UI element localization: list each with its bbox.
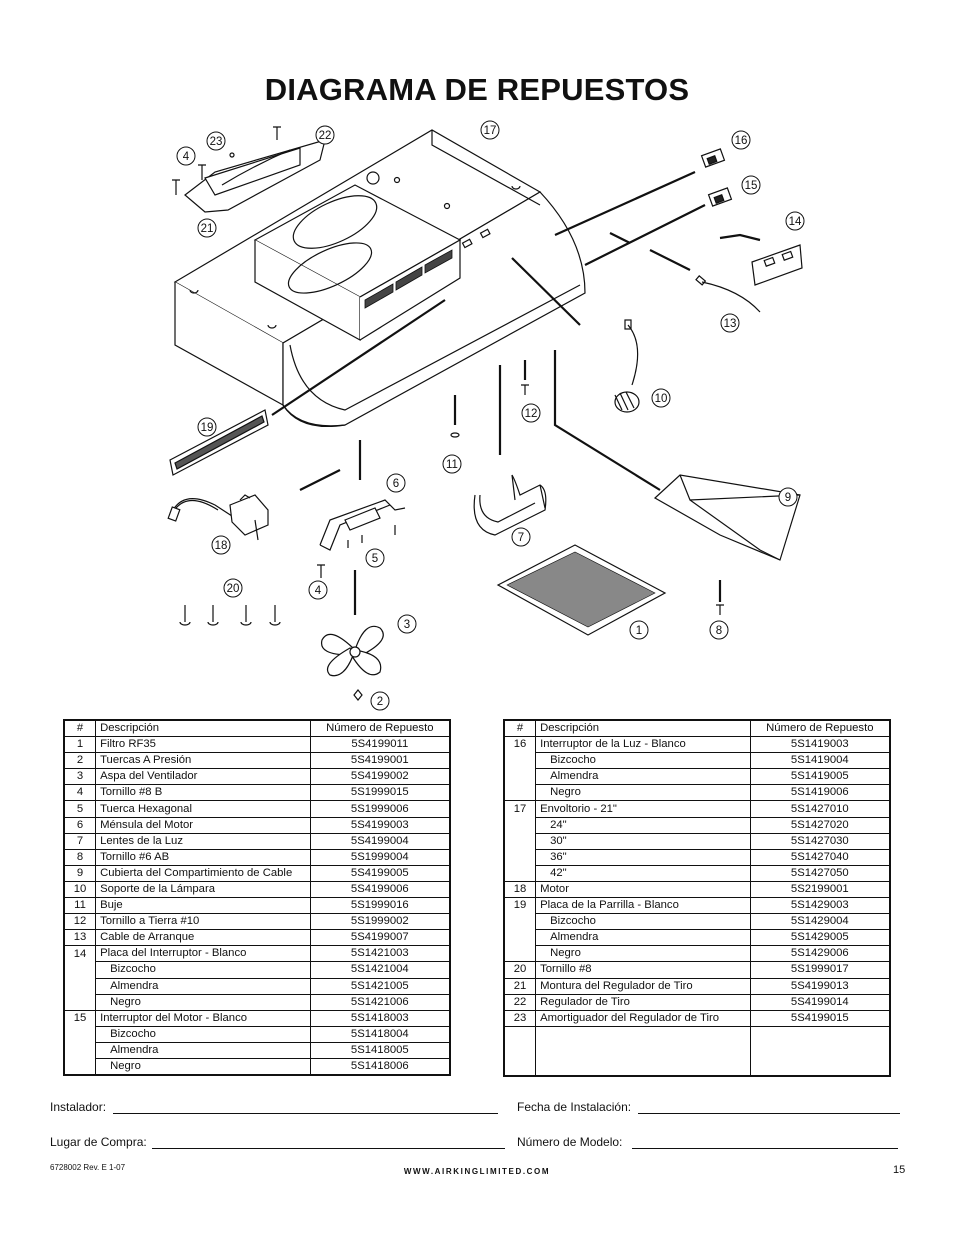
part-description: Motor [536,881,751,897]
part-number: 5S4199003 [310,817,450,833]
callout-label: 17 [483,125,497,137]
callout-label: 11 [446,459,458,471]
part-number: 5S4199007 [310,930,450,946]
column-header-part-number: Número de Repuesto [750,720,890,737]
part-description: 42" [536,865,751,881]
part-description: Bizcocho [536,914,751,930]
table-header-row [64,720,450,737]
part-number: 5S1419006 [750,785,890,801]
part-number: 5S1429005 [750,930,890,946]
table-row [504,946,890,962]
part-number: 5S1427050 [750,865,890,881]
part-number-index [64,1026,96,1042]
part-number-index: 11 [64,898,96,914]
part-number-index: 10 [64,881,96,897]
column-header-num: # [504,720,536,737]
part-number-index [64,1042,96,1058]
part-number-index: 23 [504,1010,536,1026]
callout-label: 13 [723,318,737,330]
part-description: Tuerca Hexagonal [96,801,311,817]
model-number-blank[interactable] [632,1137,898,1149]
table-row [504,994,890,1010]
callout-label: 10 [654,393,668,405]
callout-label: 3 [403,619,411,631]
page-title: DIAGRAMA DE REPUESTOS [264,72,690,107]
purchase-place-label: Lugar de Compra: [50,1135,147,1149]
part-number: 5S1421003 [310,946,450,962]
table-row [64,849,450,865]
callout-11 [443,455,461,473]
part-number-index: 2 [64,753,96,769]
table-row [64,1026,450,1042]
part-number-index: 12 [64,914,96,930]
table-row [64,753,450,769]
table-row [64,1010,450,1026]
callout-18 [212,536,230,554]
part-number: 5S1418003 [310,1010,450,1026]
part-number: 5S4199014 [750,994,890,1010]
part-number: 5S4199002 [310,769,450,785]
table-row [64,1042,450,1058]
part-number: 5S1999017 [750,962,890,978]
table-row [504,737,890,753]
installer-field [50,1100,498,1114]
install-date-field [517,1100,900,1114]
table-row [64,898,450,914]
empty-cell [750,1026,890,1076]
part-number-index [504,849,536,865]
part-description: Interruptor del Motor - Blanco [96,1010,311,1026]
part-number-index: 7 [64,833,96,849]
part-number: 5S1999004 [310,849,450,865]
part-description: 30" [536,833,751,849]
empty-cell [504,1026,536,1076]
table-row [64,801,450,817]
part-number: 5S1427030 [750,833,890,849]
part-number: 5S1429004 [750,914,890,930]
part-number-index [504,753,536,769]
part-number: 5S4199011 [310,737,450,753]
part-number-index: 21 [504,978,536,994]
table-row [504,930,890,946]
part-number-index [504,930,536,946]
callout-13 [721,314,739,332]
part-description: Negro [536,946,751,962]
part-description: Soporte de la Lámpara [96,881,311,897]
part-number: 5S4199001 [310,753,450,769]
part-description: Placa del Interruptor - Blanco [96,946,311,962]
table-row [504,962,890,978]
table-row [64,833,450,849]
part-number-index: 22 [504,994,536,1010]
part-number: 5S4199005 [310,865,450,881]
part-number-index: 13 [64,930,96,946]
column-header-description: Descripción [96,720,311,737]
table-header-row [504,720,890,737]
part-number-index: 6 [64,817,96,833]
part-description: Aspa del Ventilador [96,769,311,785]
callout-label: 6 [392,478,400,490]
part-number: 5S4199013 [750,978,890,994]
column-header-description: Descripción [536,720,751,737]
part-description: Tornillo #8 [536,962,751,978]
table-row [504,801,890,817]
callout-10 [652,389,670,407]
parts-table-left [63,719,451,1076]
part-number-index [64,1058,96,1075]
callout-label: 15 [744,180,758,192]
callout-23 [207,132,225,150]
callout-label: 1 [635,625,643,637]
part-description: Almendra [96,1042,311,1058]
table-row [64,978,450,994]
callout-21 [198,219,216,237]
callout-label: 5 [371,553,379,565]
part-description: Tornillo a Tierra #10 [96,914,311,930]
callout-label: 12 [524,408,538,420]
part-number: 5S1999016 [310,898,450,914]
callout-4a [177,147,195,165]
model-number-label: Número de Modelo: [517,1135,623,1149]
part-number: 5S1429003 [750,898,890,914]
callout-label: 18 [214,540,228,552]
callout-3 [398,615,416,633]
part-number: 5S4199015 [750,1010,890,1026]
purchase-place-field [50,1135,505,1149]
exploded-parts-diagram [0,110,954,715]
installer-label: Instalador: [50,1100,107,1114]
table-row [64,914,450,930]
part-number-index [504,769,536,785]
part-number: 5S1421004 [310,962,450,978]
part-number: 5S1421006 [310,994,450,1010]
table-row [504,833,890,849]
part-number-index: 3 [64,769,96,785]
callout-label: 19 [200,422,214,434]
part-description: 36" [536,849,751,865]
install-date-label: Fecha de Instalación: [517,1100,632,1114]
callout-19 [198,418,216,436]
column-header-num: # [64,720,96,737]
callout-8 [710,621,728,639]
table-row [64,946,450,962]
part-number-index: 4 [64,785,96,801]
part-number-index: 19 [504,898,536,914]
callout-17 [481,121,499,139]
table-row [64,881,450,897]
table-row [504,914,890,930]
part-number-index: 15 [64,1010,96,1026]
part-description: Interruptor de la Luz - Blanco [536,737,751,753]
part-number-index [504,785,536,801]
part-description: Negro [96,1058,311,1075]
part-description: Bizcocho [536,753,751,769]
part-number: 5S1419003 [750,737,890,753]
part-number: 5S1427040 [750,849,890,865]
part-description: Ménsula del Motor [96,817,311,833]
part-number-index [64,962,96,978]
part-number: 5S1429006 [750,946,890,962]
empty-cell [536,1026,751,1076]
parts-table-right [503,719,891,1077]
part-number-index [64,978,96,994]
part-number: 5S1419004 [750,753,890,769]
callout-5 [366,549,384,567]
part-description: Bizcocho [96,1026,311,1042]
part-number: 5S1421005 [310,978,450,994]
callout-label: 9 [784,492,792,504]
part-description: Amortiguador del Regulador de Tiro [536,1010,751,1026]
callout-9 [779,488,797,506]
callout-2 [371,692,389,710]
table-row [64,962,450,978]
table-row [504,1010,890,1026]
part-description: Placa de la Parrilla - Blanco [536,898,751,914]
part-description: Tornillo #6 AB [96,849,311,865]
table-row [64,930,450,946]
part-description: Lentes de la Luz [96,833,311,849]
table-row [64,769,450,785]
part-number-index: 16 [504,737,536,753]
part-number-index: 5 [64,801,96,817]
install-date-blank[interactable] [638,1102,900,1114]
part-number: 5S1418006 [310,1058,450,1075]
table-row [64,785,450,801]
part-description: Cubierta del Compartimiento de Cable [96,865,311,881]
table-row [504,769,890,785]
callout-label: 14 [788,216,802,228]
callout-6 [387,474,405,492]
website-link[interactable]: WWW.AIRKINGLIMITED.COM [403,1167,551,1176]
part-description: Almendra [536,769,751,785]
table-row [504,881,890,897]
callout-label: 16 [734,135,748,147]
callout-16 [732,131,750,149]
callout-20 [224,579,242,597]
part-number-index: 8 [64,849,96,865]
callout-22 [316,126,334,144]
callout-label: 8 [715,625,723,637]
table-row [64,1058,450,1075]
part-description: Montura del Regulador de Tiro [536,978,751,994]
part-description: Negro [536,785,751,801]
part-description: Cable de Arranque [96,930,311,946]
table-row [64,865,450,881]
callout-label: 22 [318,130,332,142]
table-row [64,737,450,753]
page-number: 15 [893,1164,906,1176]
part-description: Bizcocho [96,962,311,978]
part-number-index [504,817,536,833]
part-number: 5S1999015 [310,785,450,801]
callout-label: 20 [226,583,240,595]
part-number-index: 18 [504,881,536,897]
part-description: Tornillo #8 B [96,785,311,801]
part-number: 5S1418005 [310,1042,450,1058]
part-number-index [504,865,536,881]
column-header-part-number: Número de Repuesto [310,720,450,737]
table-row [504,865,890,881]
table-row [504,849,890,865]
table-filler-row [504,1026,890,1076]
table-row [504,753,890,769]
part-number-index [504,946,536,962]
model-number-field [517,1135,898,1149]
callout-7 [512,528,530,546]
part-number-index [504,914,536,930]
part-description: Regulador de Tiro [536,994,751,1010]
part-number: 5S1427010 [750,801,890,817]
table-row [504,785,890,801]
part-description: Envoltorio - 21" [536,801,751,817]
table-row [504,898,890,914]
part-number: 5S1427020 [750,817,890,833]
part-number-index: 9 [64,865,96,881]
part-number-index: 14 [64,946,96,962]
callout-14 [786,212,804,230]
part-description: 24" [536,817,751,833]
table-row [64,994,450,1010]
part-number: 5S1418004 [310,1026,450,1042]
purchase-place-blank[interactable] [152,1137,505,1149]
part-number-index: 1 [64,737,96,753]
table-row [504,817,890,833]
callout-label: 21 [200,223,214,235]
callout-label: 4 [182,151,190,163]
part-number: 5S1999006 [310,801,450,817]
table-row [504,978,890,994]
part-number: 5S2199001 [750,881,890,897]
part-description: Almendra [96,978,311,994]
part-number: 5S4199006 [310,881,450,897]
part-number-index [64,994,96,1010]
callout-15 [742,176,760,194]
callout-label: 2 [376,696,384,708]
part-number: 5S1999002 [310,914,450,930]
part-description: Negro [96,994,311,1010]
part-number-index [504,833,536,849]
part-number: 5S4199004 [310,833,450,849]
callout-1 [630,621,648,639]
part-description: Almendra [536,930,751,946]
callout-label: 4 [314,585,322,597]
installer-blank[interactable] [113,1102,498,1114]
callout-4b [309,581,327,599]
part-description: Filtro RF35 [96,737,311,753]
part-description: Buje [96,898,311,914]
part-number-index: 17 [504,801,536,817]
part-number-index: 20 [504,962,536,978]
callout-label: 23 [209,136,223,148]
revision-code: 6728002 Rev. E 1-07 [50,1163,126,1172]
part-description: Tuercas A Presión [96,753,311,769]
part-number: 5S1419005 [750,769,890,785]
callout-12 [522,404,540,422]
table-row [64,817,450,833]
callout-label: 7 [517,532,525,544]
